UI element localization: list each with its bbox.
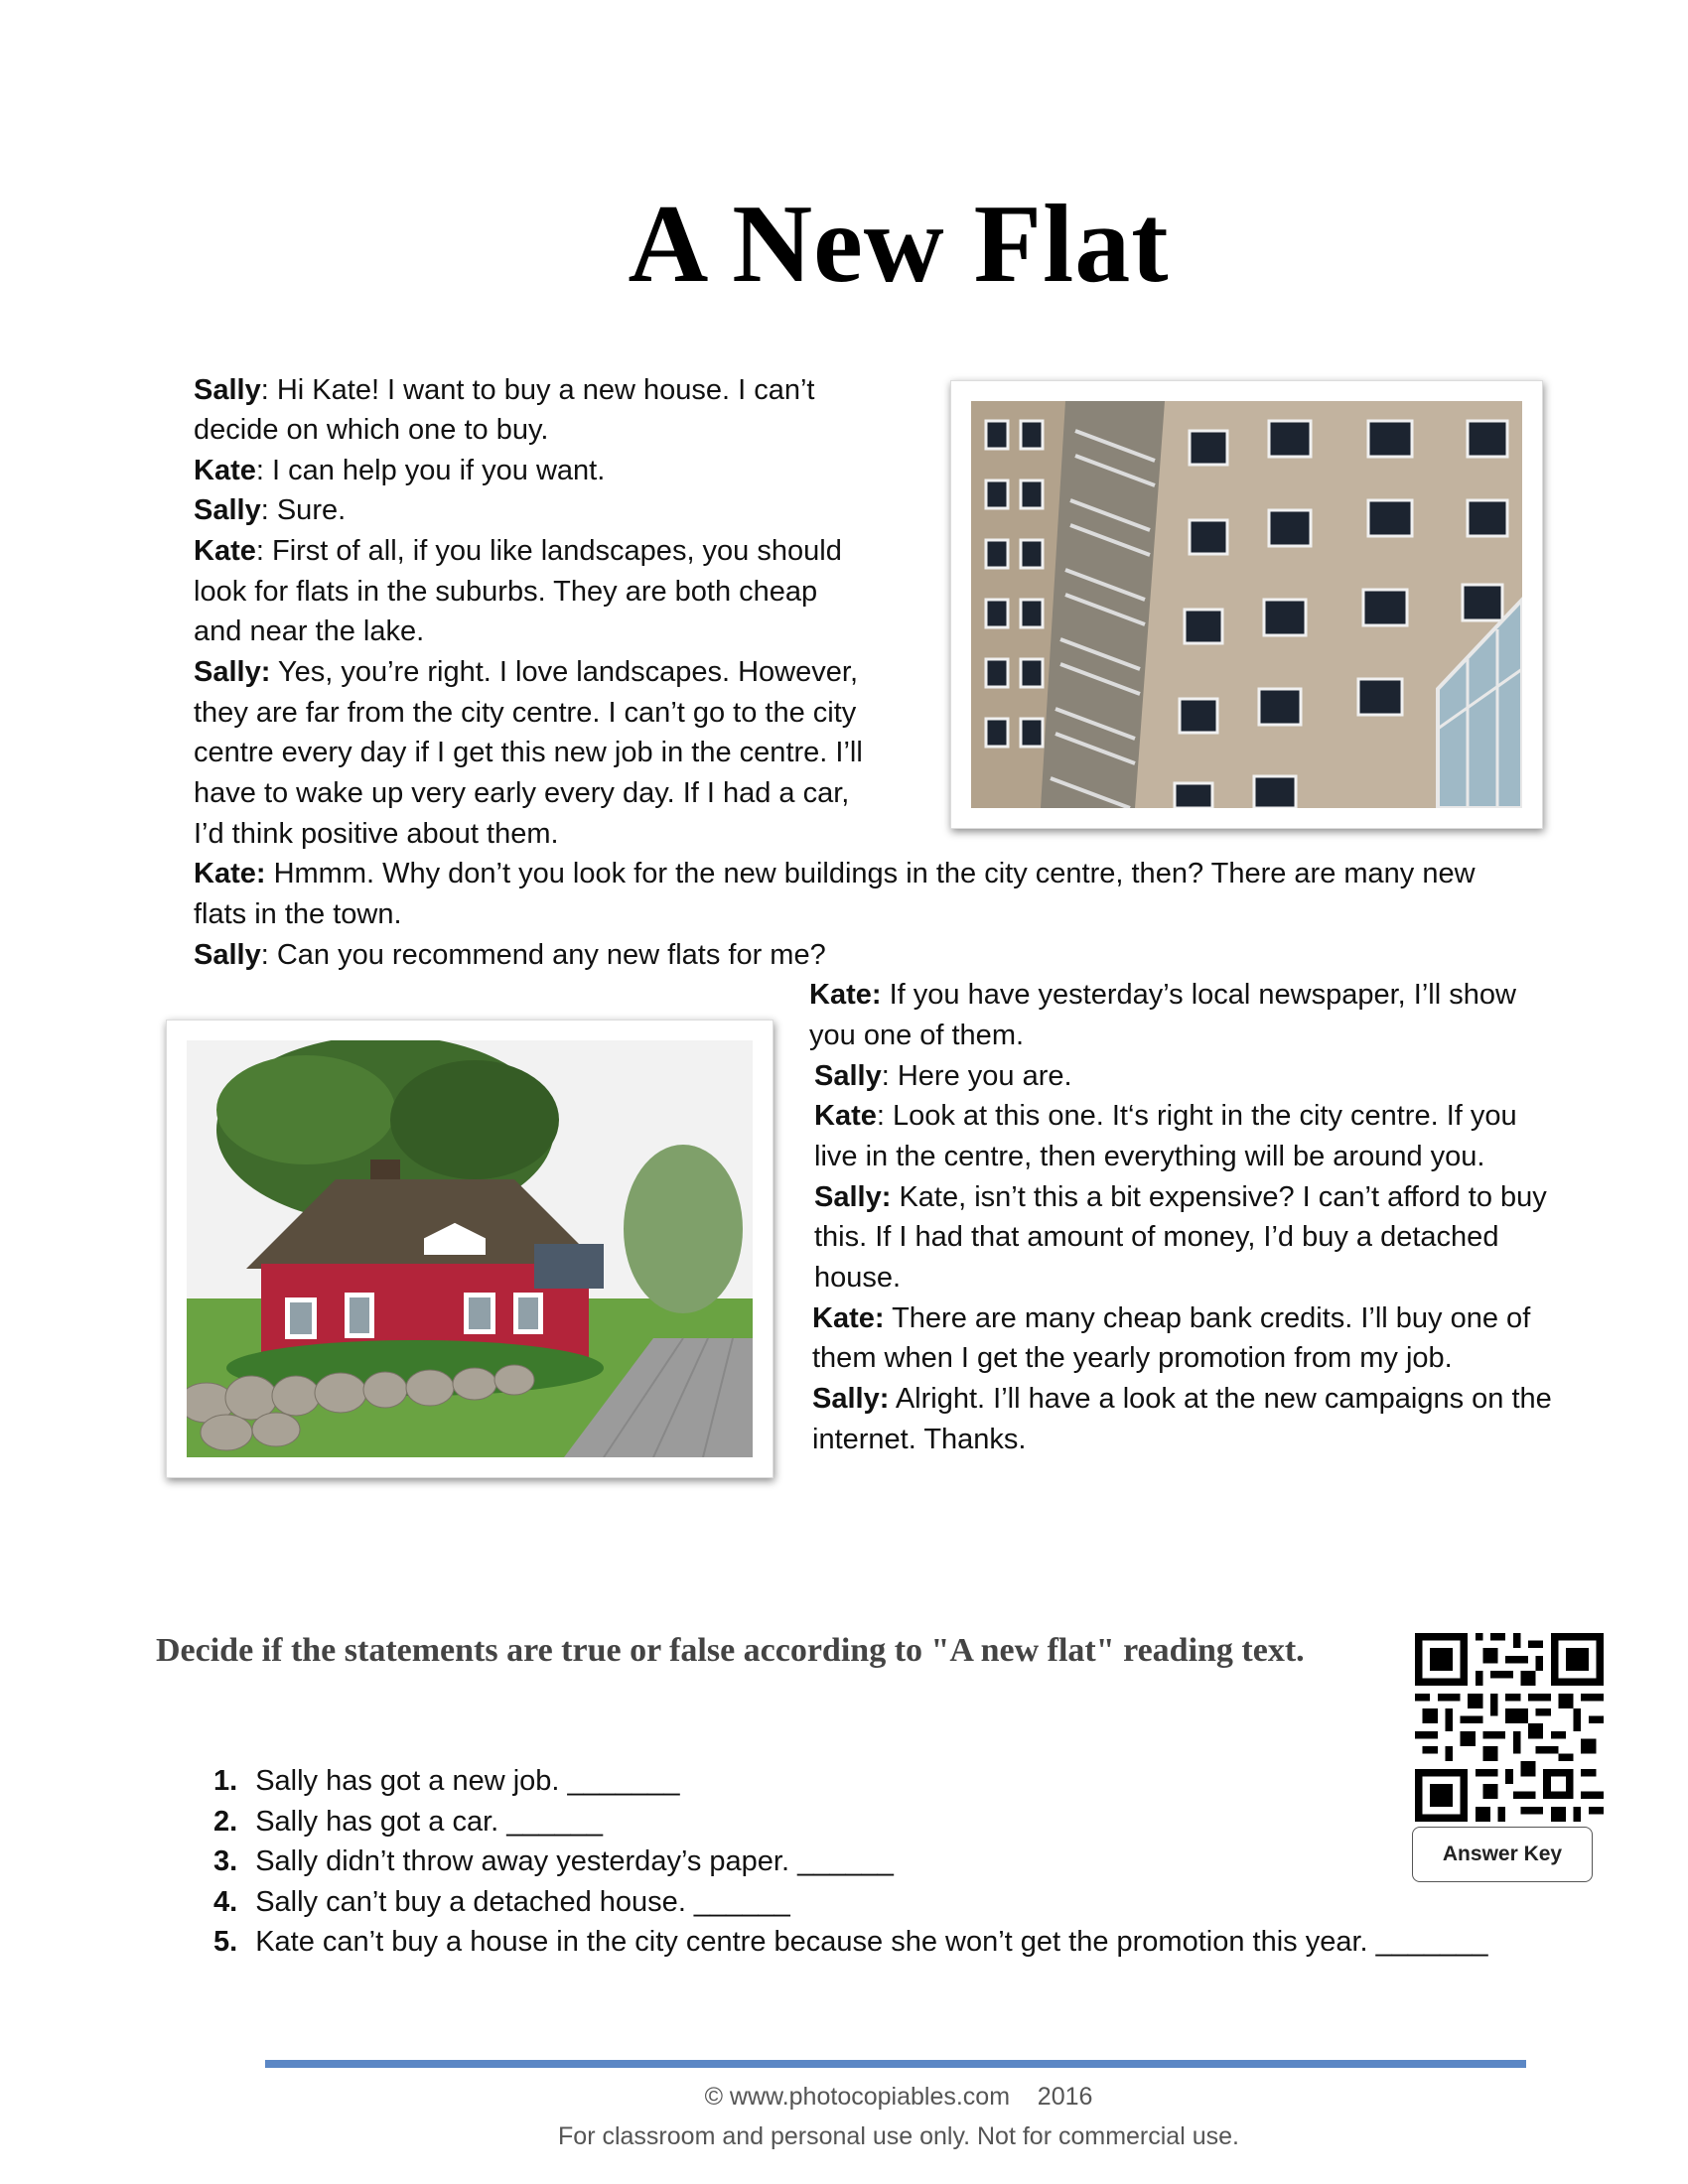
statement-item: 2. Sally has got a car. ______ bbox=[213, 1806, 604, 1838]
red-house-photo bbox=[166, 1020, 774, 1478]
dialogue-line: Kate: If you have yesterday’s local newspaper, I’ll show bbox=[809, 979, 1516, 1011]
dialogue-line: decide on which one to buy. bbox=[194, 414, 549, 446]
footer-copyright: © www.photocopiables.com 2016 bbox=[704, 2083, 1093, 2111]
dialogue-line: them when I get the yearly promotion from my job. bbox=[812, 1342, 1453, 1374]
dialogue-line: Sally: Alright. I’ll have a look at the new campaigns on the bbox=[812, 1383, 1552, 1415]
statement-item: 4. Sally can’t buy a detached house. ______ bbox=[213, 1886, 790, 1918]
dialogue-line: Sally: Kate, isn’t this a bit expensive? I can’t afford to buy bbox=[814, 1181, 1547, 1213]
page-title: A New Flat bbox=[628, 183, 1170, 306]
dialogue-line: Sally: Hi Kate! I want to buy a new house. I can’t bbox=[194, 374, 815, 406]
dialogue-line: look for flats in the suburbs. They are both cheap bbox=[194, 576, 818, 608]
dialogue-line: they are far from the city centre. I can’t go to the city bbox=[194, 697, 857, 729]
statement-item: 5. Kate can’t buy a house in the city centre because she won’t get the promotion this year. _______ bbox=[213, 1926, 1488, 1958]
dialogue-line: Sally: Here you are. bbox=[814, 1060, 1072, 1092]
dialogue-line: Sally: Sure. bbox=[194, 494, 347, 526]
red-house-image bbox=[187, 1040, 753, 1457]
statement-item: 1. Sally has got a new job. _______ bbox=[213, 1765, 680, 1797]
dialogue-line: you one of them. bbox=[809, 1020, 1025, 1051]
apartment-building-image bbox=[971, 401, 1522, 808]
dialogue-line: house. bbox=[814, 1262, 902, 1294]
dialogue-line: internet. Thanks. bbox=[812, 1424, 1027, 1455]
apartment-building-photo bbox=[950, 380, 1543, 829]
footer-divider bbox=[265, 2060, 1526, 2068]
statement-item: 3. Sally didn’t throw away yesterday’s paper. ______ bbox=[213, 1845, 894, 1877]
dialogue-line: I’d think positive about them. bbox=[194, 818, 559, 850]
dialogue-line: Sally: Can you recommend any new flats for me? bbox=[194, 939, 826, 971]
footer-usage-note: For classroom and personal use only. Not for commercial use. bbox=[558, 2122, 1239, 2150]
dialogue-line: Kate: I can help you if you want. bbox=[194, 455, 606, 486]
answer-key-button[interactable]: Answer Key bbox=[1412, 1827, 1593, 1882]
dialogue-line: centre every day if I get this new job in the centre. I’ll bbox=[194, 737, 863, 768]
dialogue-line: Kate: Look at this one. It‘s right in the city centre. If you bbox=[814, 1100, 1517, 1132]
task-heading: Decide if the statements are true or false according to "A new flat" reading text. bbox=[156, 1632, 1305, 1669]
qr-code-icon[interactable] bbox=[1415, 1633, 1604, 1822]
dialogue-line: this. If I had that amount of money, I’d buy a detached bbox=[814, 1221, 1499, 1253]
dialogue-line: have to wake up very early every day. If I had a car, bbox=[194, 777, 850, 809]
dialogue-line: Kate: First of all, if you like landscapes, you should bbox=[194, 535, 842, 567]
dialogue-line: flats in the town. bbox=[194, 898, 402, 930]
dialogue-line: live in the centre, then everything will be around you. bbox=[814, 1141, 1485, 1172]
dialogue-line: and near the lake. bbox=[194, 615, 425, 647]
dialogue-line: Kate: There are many cheap bank credits. I’ll buy one of bbox=[812, 1302, 1531, 1334]
dialogue-line: Kate: Hmmm. Why don’t you look for the new buildings in the city centre, then? There are many new bbox=[194, 858, 1476, 889]
dialogue-line: Sally: Yes, you’re right. I love landscapes. However, bbox=[194, 656, 858, 688]
